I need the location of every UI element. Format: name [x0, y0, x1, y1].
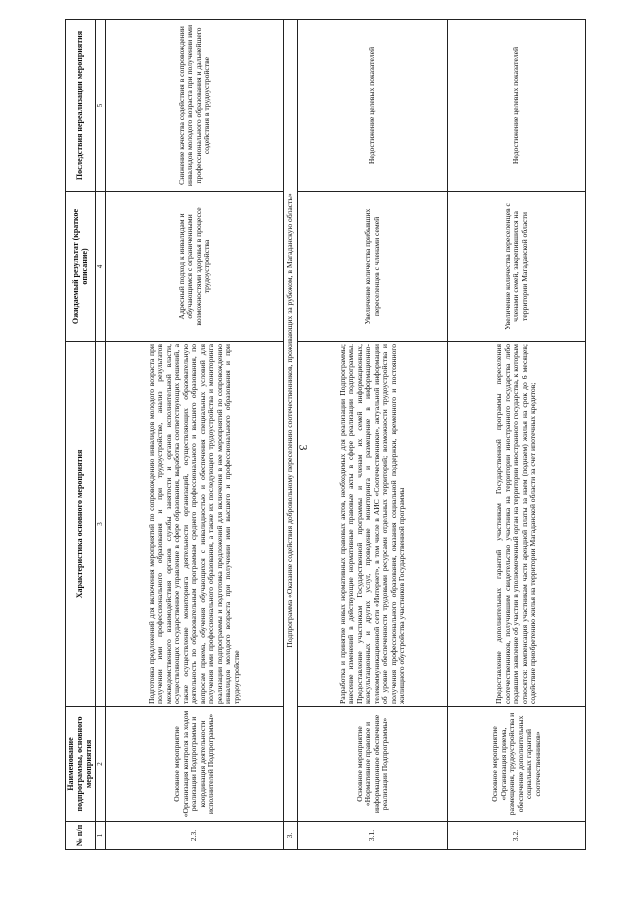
- row-number: 2.3.: [106, 822, 284, 850]
- table-header-row: [66, 20, 96, 850]
- activities-table: [65, 19, 586, 850]
- header-consequence: Последствия нереализации мероприятия: [66, 20, 96, 192]
- activity-name: Основное мероприятие «Организация контроля за ходом реализации Подпрограммы и координация деятельности исполнителей Подпрограммы»: [106, 707, 284, 822]
- header-result: Ожидаемый результат (краткое описание): [66, 192, 96, 342]
- expected-result: Увеличение количества переселенцев с членами семей, закрепившихся на территории Магаданской области: [448, 192, 586, 342]
- non-implementation-consequence: Снижение качества содействия в сопровождении инвалидов молодого возраста при получении ими профессионального образования и дальнейшего содействия в трудоустройстве: [106, 20, 284, 192]
- table-row: [448, 20, 586, 850]
- non-implementation-consequence: Недостижение целевых показателей: [298, 20, 448, 192]
- table-row: [106, 20, 284, 850]
- column-number: 3: [96, 342, 106, 707]
- activity-description: Разработка и принятие новых нормативных правовых актов, необходимых для реализации Подпрограммы; внесение изменений в действующие нормативные правовые акты в сфере реализации подпрограммы. Предоставление участникам Государственной программы и членам их семей информационных, консультационных и других услуг, проведение мониторинга и размещение в информационно-телекоммуникационной сети «Интернет», в том числе в АИС «Соотечественники», актуальной информации об уровне обеспеченности трудовыми ресурсами отдельных территорий; возможности трудоустройства и получения профессионального образования, оказания социальной поддержки, временного и постоянного жилищного обустройства участников Государственной программы: [298, 342, 448, 707]
- activity-description: Предоставление дополнительных гарантий участникам Государственной программы переселения соотечественников, получившим свидетельство участника на территории иностранного государства либо подавшим заявление об участии в уполномоченный орган на территории иностранного государства, к которым относятся: компенсация участникам части арендной платы за наем (поднаем) жилья на срок до 6 месяцев; содействие приобретению жилья на территории Магаданской области за счет ипотечных кредитов;: [448, 342, 586, 707]
- row-number: 3.: [284, 822, 298, 850]
- subprogram-row: [284, 20, 298, 850]
- expected-result: Увеличение количества прибывших переселенцев с членами семей: [298, 192, 448, 342]
- row-number: 3.2.: [448, 822, 586, 850]
- header-description: Характеристика основного мероприятия: [66, 342, 96, 707]
- header-name: Наименование подпрограммы, основного мероприятия: [66, 707, 96, 822]
- column-number: 5: [96, 20, 106, 192]
- column-number: 1: [96, 822, 106, 850]
- header-num: № п/п: [66, 822, 96, 850]
- page-number: 3: [296, 444, 311, 451]
- table-row: [298, 20, 448, 850]
- row-number: 3.1.: [298, 822, 448, 850]
- activity-description: Подготовка предложений для включения мероприятий по сопровождению инвалидов молодого возраста при получении ими профессионального образования и при трудоустройстве, анализ результатов межведомственного взаимодействия органов службы занятости и органов исполнительной власти, осуществляющих государственное управление в сфере образования, выработка соответствующих решений, а также осуществление мониторинга деятельности организаций, осуществляющих образовательную деятельность по образовательным программам среднего профессионального и высшего образования, по вопросам приема, обучения обучающихся с инвалидностью и обеспечения специальных условий для получения ими профессионального образования, а также их последующего трудоустройства и мониторинга реализации подпрограммы и подготовка предложений для включения в нее мероприятий по сопровождению инвалидов молодого возраста при получении ими высшего и профессионального образования и при трудоустройстве: [106, 342, 284, 707]
- rotated-table-wrapper: [65, 20, 585, 850]
- non-implementation-consequence: Недостижение целевых показателей: [448, 20, 586, 192]
- column-number: 4: [96, 192, 106, 342]
- subprogram-title: Подпрограмма «Оказание содействия добровольному переселению соотечественников, проживающих за рубежом, в Магаданскую область»: [284, 20, 298, 822]
- activity-name: Основное мероприятие «Нормативное правовое и информационное обеспечение реализации Подпрограммы»: [298, 707, 448, 822]
- column-number: 2: [96, 707, 106, 822]
- column-numbers-row: [96, 20, 106, 850]
- expected-result: Адресный подход к инвалидам и обучающимся с ограниченными возможностями здоровья в процессе трудоустройства: [106, 192, 284, 342]
- activity-name: Основное мероприятие «Организация приема, размещения, трудоустройства и обеспечение дополнительных социальных гарантий соотечественников»: [448, 707, 586, 822]
